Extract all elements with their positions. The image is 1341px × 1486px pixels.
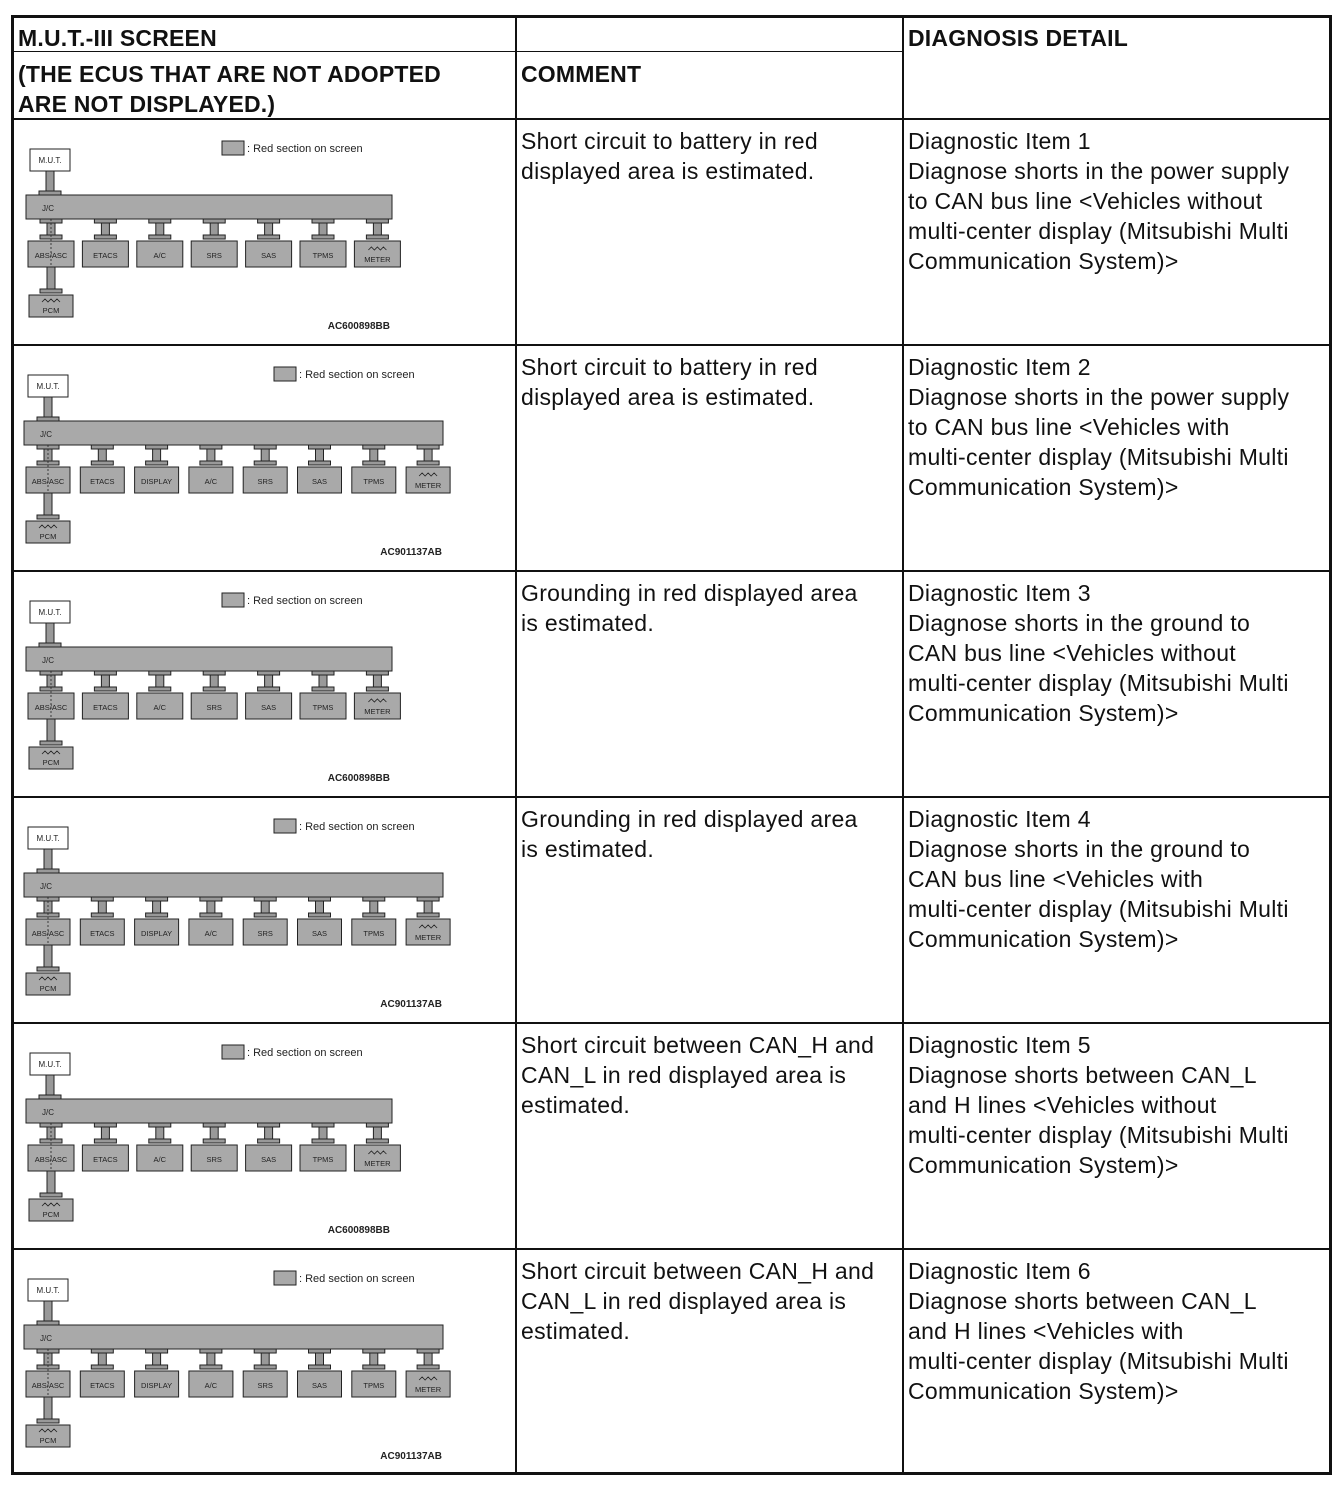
- comment-cell: [521, 1030, 874, 1120]
- ecu-label: METER: [414, 1385, 442, 1394]
- diagnosis-detail-cell: [908, 126, 1289, 276]
- mut-label: M.U.T.: [36, 1286, 60, 1295]
- connector-cap: [149, 1139, 171, 1143]
- connector-cap: [417, 1365, 439, 1369]
- figure-code: AC600898BB: [327, 773, 390, 784]
- mut-label: M.U.T.: [38, 608, 62, 617]
- pcm-label: PCM: [39, 984, 57, 993]
- connector-cap: [258, 687, 280, 691]
- ecu-label: SRS: [206, 703, 222, 712]
- can-bus-diagram: [12, 121, 482, 341]
- diagnostic-item-title: Diagnostic Item 4: [908, 806, 1091, 832]
- ecu-label: ETACS: [93, 251, 118, 260]
- pcm-connector: [47, 267, 55, 291]
- connector-cap: [258, 671, 280, 675]
- connector-cap: [366, 235, 388, 239]
- connector-cap: [37, 869, 59, 873]
- connector-cap: [149, 1123, 171, 1127]
- connector-cap: [203, 687, 225, 691]
- figure-code: AC600898BB: [327, 321, 390, 332]
- mut-connector: [44, 1301, 52, 1323]
- ecu-label: METER: [364, 255, 391, 264]
- ecu-label: A/C: [153, 1155, 167, 1164]
- connector-cap: [363, 913, 385, 917]
- ecu-label: SAS: [261, 703, 277, 712]
- ecu-label: SAS: [311, 929, 328, 938]
- ecu-label: TPMS: [363, 929, 385, 938]
- ecu-label: ETACS: [90, 1381, 115, 1390]
- connector-cap: [200, 445, 222, 449]
- connector-cap: [366, 219, 388, 223]
- connector-cap: [200, 913, 222, 917]
- comment-line: Short circuit between CAN_H and: [521, 1032, 875, 1058]
- pcm-connector: [44, 493, 52, 517]
- ecu-label: DISPLAY: [141, 1381, 173, 1390]
- diagnostic-item-title: Diagnostic Item 6: [908, 1258, 1091, 1284]
- row-divider: [12, 344, 1332, 346]
- connector-cap: [149, 687, 171, 691]
- connector-cap: [363, 445, 385, 449]
- legend-swatch: [222, 593, 244, 607]
- legend-swatch: [274, 1271, 296, 1285]
- connector-cap: [309, 913, 331, 917]
- comment-line: Grounding in red displayed area: [521, 580, 858, 606]
- connector-cap: [91, 1365, 113, 1369]
- ecu-label: SRS: [206, 251, 222, 260]
- comment-line: displayed area is estimated.: [521, 158, 815, 184]
- comment-line: Short circuit to battery in red: [521, 128, 818, 154]
- diagnosis-detail-line: Diagnose shorts in the power supply: [908, 384, 1290, 410]
- ecu-label: METER: [364, 1159, 391, 1168]
- diagnostic-item-title: Diagnostic Item 3: [908, 580, 1091, 606]
- connector-cap: [200, 1365, 222, 1369]
- connector-cap: [258, 235, 280, 239]
- ecu-label: SRS: [257, 477, 273, 486]
- figure-code: AC901137AB: [380, 999, 442, 1010]
- ecu-label: TPMS: [363, 477, 385, 486]
- ecu-label: SRS: [257, 929, 273, 938]
- diagnosis-detail-line: CAN bus line <Vehicles with: [908, 866, 1204, 892]
- connector-cap: [146, 445, 168, 449]
- connector-cap: [309, 897, 331, 901]
- ecu-label: TPMS: [312, 1155, 334, 1164]
- connector-cap: [203, 235, 225, 239]
- comment-line: Short circuit to battery in red: [521, 354, 818, 380]
- connector-cap: [200, 897, 222, 901]
- ecu-label: ABS/ASC: [34, 1155, 68, 1164]
- legend-swatch: [222, 1045, 244, 1059]
- connector-cap: [254, 913, 276, 917]
- row-divider: [12, 570, 1332, 572]
- can-bus-diagram: [12, 1251, 482, 1471]
- mut-connector: [44, 849, 52, 871]
- legend-text: : Red section on screen: [247, 595, 363, 607]
- ecu-label: SAS: [261, 1155, 277, 1164]
- ecu-label: SRS: [206, 1155, 222, 1164]
- connector-cap: [146, 1349, 168, 1353]
- ecu-label: METER: [414, 481, 442, 490]
- connector-cap: [312, 671, 334, 675]
- connector-cap: [312, 219, 334, 223]
- connector-cap: [91, 913, 113, 917]
- connector-cap: [146, 913, 168, 917]
- ecu-label: TPMS: [312, 251, 334, 260]
- diagnostic-item-title: Diagnostic Item 2: [908, 354, 1091, 380]
- figure-code: AC901137AB: [380, 547, 442, 558]
- connector-cap: [309, 1349, 331, 1353]
- mut-connector: [46, 1075, 54, 1097]
- connector-cap: [312, 235, 334, 239]
- mut-label: M.U.T.: [38, 156, 62, 165]
- connector-cap: [309, 1365, 331, 1369]
- connector-cap: [417, 461, 439, 465]
- figure-code: AC901137AB: [380, 1451, 442, 1462]
- connector-cap: [40, 1193, 62, 1197]
- ecu-label: A/C: [204, 1381, 218, 1390]
- connector-cap: [366, 687, 388, 691]
- can-bus-diagram: [12, 347, 482, 567]
- comment-line: is estimated.: [521, 836, 655, 862]
- connector-cap: [312, 1123, 334, 1127]
- connector-cap: [203, 1123, 225, 1127]
- connector-cap: [417, 1349, 439, 1353]
- legend-swatch: [274, 367, 296, 381]
- connector-cap: [146, 897, 168, 901]
- diagnosis-detail-cell: [908, 578, 1289, 728]
- diagnosis-detail-line: multi-center display (Mitsubishi Multi: [908, 218, 1289, 244]
- connector-cap: [366, 1139, 388, 1143]
- header-diagnosis-detail: DIAGNOSIS DETAIL: [908, 25, 1129, 51]
- connector-cap: [37, 967, 59, 971]
- connector-cap: [200, 1349, 222, 1353]
- pcm-label: PCM: [42, 1210, 60, 1219]
- connector-cap: [91, 445, 113, 449]
- diagnosis-detail-line: multi-center display (Mitsubishi Multi: [908, 1122, 1289, 1148]
- connector-cap: [94, 235, 116, 239]
- ecu-label: A/C: [153, 703, 167, 712]
- comment-line: is estimated.: [521, 610, 655, 636]
- mut-connector: [46, 623, 54, 645]
- connector-cap: [37, 417, 59, 421]
- connector-cap: [363, 461, 385, 465]
- connector-cap: [203, 219, 225, 223]
- pcm-connector: [47, 1171, 55, 1195]
- legend-text: : Red section on screen: [299, 821, 415, 833]
- connector-cap: [39, 191, 61, 195]
- legend-text: : Red section on screen: [299, 369, 415, 381]
- connector-cap: [94, 671, 116, 675]
- diagnosis-detail-line: Communication System)>: [908, 926, 1179, 952]
- connector-cap: [203, 671, 225, 675]
- diagnosis-detail-line: Diagnose shorts in the ground to: [908, 610, 1251, 636]
- connector-cap: [366, 671, 388, 675]
- comment-cell: [521, 578, 858, 638]
- connector-cap: [254, 445, 276, 449]
- connector-cap: [149, 219, 171, 223]
- diagnosis-detail-line: to CAN bus line <Vehicles without: [908, 188, 1263, 214]
- legend-text: : Red section on screen: [247, 1047, 363, 1059]
- diagnostic-item-title: Diagnostic Item 5: [908, 1032, 1091, 1058]
- ecu-label: TPMS: [363, 1381, 385, 1390]
- ecu-label: SAS: [311, 477, 328, 486]
- connector-cap: [309, 461, 331, 465]
- connector-cap: [146, 461, 168, 465]
- ecu-label: SAS: [311, 1381, 328, 1390]
- connector-cap: [258, 1139, 280, 1143]
- pcm-connector: [44, 945, 52, 969]
- mut-label: M.U.T.: [36, 834, 60, 843]
- comment-line: CAN_L in red displayed area is: [521, 1062, 847, 1088]
- diagnosis-detail-cell: [908, 352, 1289, 502]
- ecu-label: ETACS: [93, 703, 118, 712]
- diagnosis-detail-line: multi-center display (Mitsubishi Multi: [908, 444, 1289, 470]
- comment-cell: [521, 352, 818, 412]
- diagnosis-detail-line: multi-center display (Mitsubishi Multi: [908, 670, 1289, 696]
- connector-cap: [39, 643, 61, 647]
- jc-bus: [24, 873, 443, 897]
- connector-cap: [94, 687, 116, 691]
- mut-connector: [44, 397, 52, 419]
- jc-label: J/C: [42, 656, 54, 665]
- jc-bus: [26, 195, 392, 219]
- connector-cap: [40, 741, 62, 745]
- ecu-label: ABS/ASC: [31, 477, 65, 486]
- ecu-label: A/C: [204, 929, 218, 938]
- pcm-label: PCM: [39, 1436, 57, 1445]
- can-bus-diagram: [12, 1025, 482, 1245]
- pcm-label: PCM: [42, 758, 60, 767]
- legend-swatch: [274, 819, 296, 833]
- pcm-connector: [44, 1397, 52, 1421]
- legend-text: : Red section on screen: [299, 1273, 415, 1285]
- jc-bus: [24, 421, 443, 445]
- connector-cap: [309, 445, 331, 449]
- diagnosis-detail-line: Diagnose shorts between CAN_L: [908, 1288, 1257, 1314]
- jc-label: J/C: [40, 430, 52, 439]
- diagnosis-detail-line: multi-center display (Mitsubishi Multi: [908, 896, 1289, 922]
- jc-bus: [26, 1099, 392, 1123]
- comment-line: CAN_L in red displayed area is: [521, 1288, 847, 1314]
- connector-cap: [417, 445, 439, 449]
- connector-cap: [200, 461, 222, 465]
- diagnosis-detail-line: to CAN bus line <Vehicles with: [908, 414, 1230, 440]
- diagnosis-detail-line: and H lines <Vehicles without: [908, 1092, 1217, 1118]
- connector-cap: [91, 461, 113, 465]
- pcm-label: PCM: [42, 306, 60, 315]
- mut-connector: [46, 171, 54, 193]
- ecu-label: SRS: [257, 1381, 273, 1390]
- connector-cap: [312, 687, 334, 691]
- jc-label: J/C: [42, 204, 54, 213]
- diagnosis-detail-line: Communication System)>: [908, 248, 1179, 274]
- legend-swatch: [222, 141, 244, 155]
- ecu-label: TPMS: [312, 703, 334, 712]
- can-bus-diagram: [12, 799, 482, 1019]
- comment-line: estimated.: [521, 1092, 631, 1118]
- connector-cap: [312, 1139, 334, 1143]
- diagnosis-detail-line: Diagnose shorts in the ground to: [908, 836, 1251, 862]
- diagnosis-detail-line: Communication System)>: [908, 1152, 1179, 1178]
- connector-cap: [91, 1349, 113, 1353]
- pcm-connector: [47, 719, 55, 743]
- ecu-label: DISPLAY: [141, 477, 173, 486]
- ecu-label: ETACS: [90, 929, 115, 938]
- connector-cap: [37, 515, 59, 519]
- connector-cap: [417, 913, 439, 917]
- jc-bus: [26, 647, 392, 671]
- mut-label: M.U.T.: [38, 1060, 62, 1069]
- diagnosis-detail-line: Communication System)>: [908, 1378, 1179, 1404]
- diagnosis-detail-line: Communication System)>: [908, 700, 1179, 726]
- connector-cap: [149, 235, 171, 239]
- figure-code: AC600898BB: [327, 1225, 390, 1236]
- column-divider: [902, 16, 904, 1474]
- row-divider: [12, 796, 1332, 798]
- connector-cap: [363, 1349, 385, 1353]
- connector-cap: [363, 1365, 385, 1369]
- connector-cap: [94, 1123, 116, 1127]
- legend-text: : Red section on screen: [247, 143, 363, 155]
- diagnosis-detail-line: multi-center display (Mitsubishi Multi: [908, 1348, 1289, 1374]
- connector-cap: [94, 1139, 116, 1143]
- ecu-label: ETACS: [93, 1155, 118, 1164]
- connector-cap: [37, 1321, 59, 1325]
- connector-cap: [254, 1365, 276, 1369]
- connector-cap: [91, 897, 113, 901]
- comment-line: displayed area is estimated.: [521, 384, 815, 410]
- connector-cap: [417, 897, 439, 901]
- connector-cap: [203, 1139, 225, 1143]
- connector-cap: [366, 1123, 388, 1127]
- ecu-label: ETACS: [90, 477, 115, 486]
- ecu-label: DISPLAY: [141, 929, 173, 938]
- ecu-label: ABS/ASC: [34, 251, 68, 260]
- jc-bus: [24, 1325, 443, 1349]
- diagnosis-detail-cell: [908, 1030, 1289, 1180]
- diagnosis-detail-line: Diagnose shorts between CAN_L: [908, 1062, 1257, 1088]
- connector-cap: [258, 1123, 280, 1127]
- diagnostic-item-title: Diagnostic Item 1: [908, 128, 1091, 154]
- connector-cap: [149, 671, 171, 675]
- mut-label: M.U.T.: [36, 382, 60, 391]
- connector-cap: [254, 461, 276, 465]
- diagnosis-detail-line: Communication System)>: [908, 474, 1179, 500]
- ecu-label: SAS: [261, 251, 277, 260]
- diagnosis-detail-line: CAN bus line <Vehicles without: [908, 640, 1236, 666]
- ecu-label: ABS/ASC: [31, 929, 65, 938]
- connector-cap: [37, 1419, 59, 1423]
- diagnosis-detail-line: Diagnose shorts in the power supply: [908, 158, 1290, 184]
- ecu-label: METER: [414, 933, 442, 942]
- ecu-label: ABS/ASC: [31, 1381, 65, 1390]
- connector-cap: [39, 1095, 61, 1099]
- comment-line: Short circuit between CAN_H and: [521, 1258, 875, 1284]
- jc-label: J/C: [40, 1334, 52, 1343]
- comment-cell: [521, 804, 858, 864]
- diagnosis-detail-cell: [908, 1256, 1289, 1406]
- connector-cap: [146, 1365, 168, 1369]
- ecu-label: METER: [364, 707, 391, 716]
- connector-cap: [254, 1349, 276, 1353]
- ecu-label: A/C: [204, 477, 218, 486]
- pcm-label: PCM: [39, 532, 57, 541]
- header-comment: COMMENT: [521, 61, 642, 87]
- header-screen-subtitle-line1: (THE ECUS THAT ARE NOT ADOPTED: [18, 61, 441, 87]
- comment-line: Grounding in red displayed area: [521, 806, 858, 832]
- comment-cell: [521, 1256, 874, 1346]
- diagnosis-detail-cell: [908, 804, 1289, 954]
- connector-cap: [258, 219, 280, 223]
- connector-cap: [363, 897, 385, 901]
- jc-label: J/C: [42, 1108, 54, 1117]
- header-screen-title: M.U.T.-III SCREEN: [18, 25, 217, 51]
- ecu-label: ABS/ASC: [34, 703, 68, 712]
- connector-cap: [254, 897, 276, 901]
- header-screen-subtitle-line2: ARE NOT DISPLAYED.): [18, 91, 276, 117]
- connector-cap: [94, 219, 116, 223]
- comment-cell: [521, 126, 818, 186]
- can-bus-diagram: [12, 573, 482, 793]
- row-divider: [12, 1248, 1332, 1250]
- column-divider: [515, 16, 517, 1474]
- row-divider: [12, 1022, 1332, 1024]
- diagnosis-detail-line: and H lines <Vehicles with: [908, 1318, 1184, 1344]
- connector-cap: [40, 289, 62, 293]
- ecu-label: A/C: [153, 251, 167, 260]
- comment-line: estimated.: [521, 1318, 631, 1344]
- jc-label: J/C: [40, 882, 52, 891]
